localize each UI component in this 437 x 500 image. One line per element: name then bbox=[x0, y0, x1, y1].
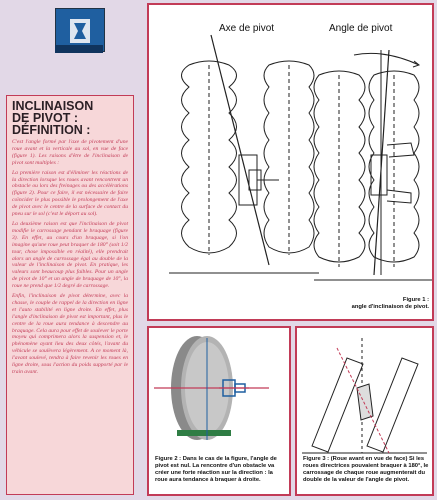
paragraph-intro: C'est l'angle formé par l'axe de pivotement d'une roue avant et la verticale au sol, en vue de face (figure 1). Les raisons d'être de l'inclinaison de pivot sont multiples : bbox=[12, 139, 128, 166]
logo-band bbox=[55, 45, 103, 53]
figure-1-panel bbox=[147, 3, 434, 321]
paragraph-first-reason: La première raison est d'éliminer les réactions de la direction lorsque les roues avant rencontrent un obstacle ou lors des freinages ou des accélérations (figure 2). Pour ce faire, il est nécessaire de faire coïncider le plus possible le prolongement de l'axe de pivot avec le centre de la surface de contact du pneu sur le sol (c'est le déport au sol). bbox=[12, 169, 128, 218]
figure-3-panel bbox=[295, 326, 434, 496]
axis-of-pivot-label: Axe de pivot bbox=[219, 23, 275, 34]
paragraph-third-reason: Enfin, l'inclinaison de pivot détermine, avec la chasse, le couple de rappel de la direction en ligne et l'auto stabilité en ligne droite. En effet, plus l'angle d'inclinaison de pivot est important, plus le centre de la roue aura tendance à descendre au braquage. Cela aura pour effet de soulever le porte moyeu qui comprimera alors la suspension et, le phénomène ayant lieu des deux côtés, l'avant du véhicule se soulèvera légèrement. A ce moment là, l'avant soulevé, tendra à faire revenir les roues en ligne droite, sous l'action du poids supporté par le train avant. bbox=[12, 293, 128, 375]
figure-2-panel bbox=[147, 326, 291, 496]
figure-1-drawing bbox=[149, 5, 432, 319]
definition-text-box bbox=[6, 95, 134, 495]
section-heading: INCLINAISON DE PIVOT : DÉFINITION : bbox=[12, 99, 94, 137]
figure-2-caption: Figure 2 : Dans le cas de la figure, l'angle de pivot est nul. La rencontre d'un obstacle va créer une forte réaction sur la direction : la roue aura tendance à braquer à droite. bbox=[155, 456, 277, 483]
figure-1-caption: Figure 1 : angle d'inclinaison de pivot. bbox=[351, 297, 429, 310]
figure-3-caption: Figure 3 : (Roue avant en vue de face) Si les roues directrices pouvaient braquer à 180°, le carrossage de chaque roue augmenterait du double de la valeur de l'angle de pivot. bbox=[303, 456, 429, 483]
paragraph-second-reason: La deuxième raison est que l'inclinaison de pivot modifie le carrossage pendant le braquage (figure 3). En effet, au cours d'un braquage, si l'on imagine qu'une roue peut braquer de 180° (soit 1/2 tour, chose impossible en réalité), elle prendrait alors un angle de carrossage égal au double de la valeur de l'inclinaison de pivot. En pratique, les valeurs sont beaucoup plus faibles. Pour un angle de pivot de 10° et un angle de braquage de 10°, la roue ne prend que 1/2 degré de carrossage. bbox=[12, 220, 128, 290]
pivot-angle-label: Angle de pivot bbox=[329, 23, 393, 34]
